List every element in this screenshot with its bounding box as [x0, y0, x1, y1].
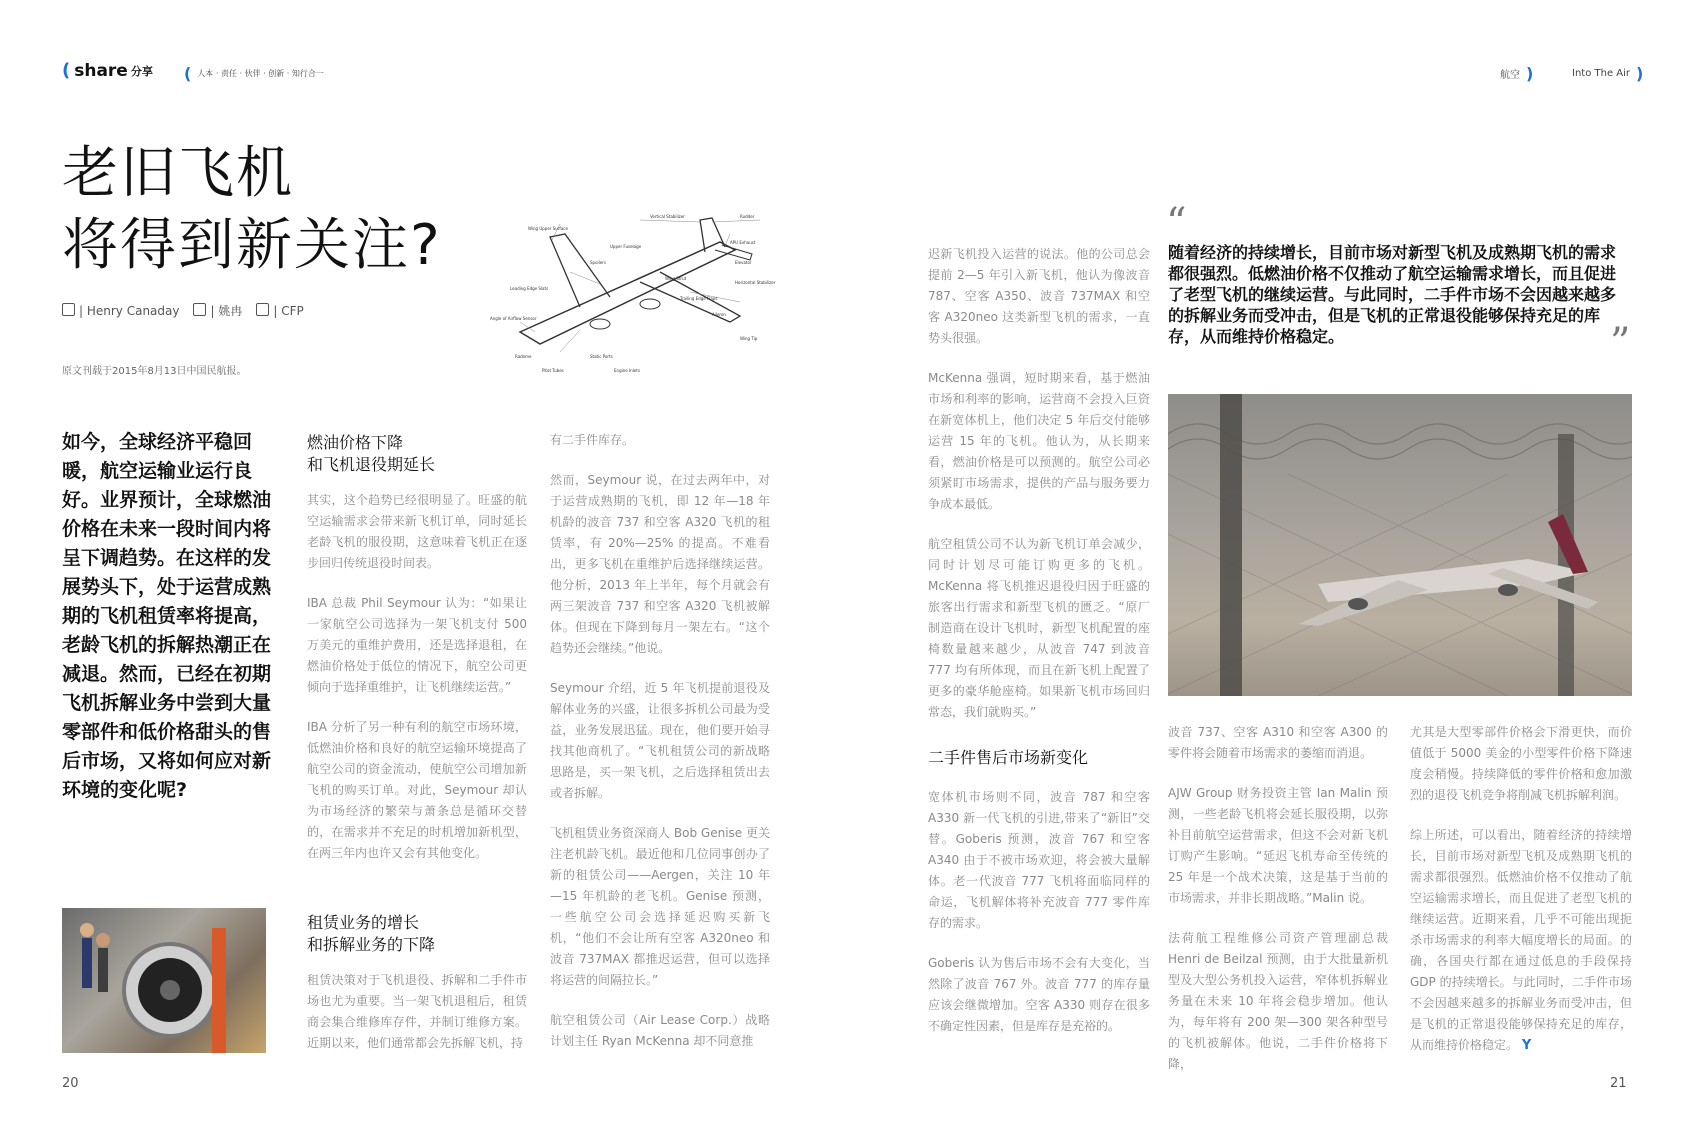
aircraft-drawing	[490, 212, 780, 382]
aircraft-diagram	[490, 212, 780, 382]
column-4	[1168, 722, 1388, 1094]
bracket-mark: )	[1526, 64, 1534, 83]
pen-icon	[62, 303, 75, 316]
lead-paragraph: 如今，全球经济平稳回暖，航空运输业运行良好。业界预计，全球燃油价格在未来一段时间内将呈下调趋势。在这样的发展势头下，处于运营成熟期的飞机租赁率将提高，老龄飞机的拆解热潮正在减退。然而，已经在初期飞机拆解业务中尝到大量零部件和低价格甜头的售后市场，又将如何应对新环境的变化呢?	[62, 431, 272, 801]
diagram-label: Vertical Stabilizer	[650, 214, 685, 219]
paragraph: IBA 分析了另一种有利的航空市场环境，低燃油价格和良好的航空运输环境提高了航空公司的资金流动，使航空公司增加新飞机的购买订单。对此，Seymour 却认为市场经济的繁荣与萧条总是循环交替的，在需求并不充足的时机增加新机型，在两三年内也许又会有其他变化。	[307, 720, 527, 860]
source-note: 原文刊载于2015年8月13日中国民航报。	[62, 366, 247, 377]
article-title	[62, 138, 442, 282]
column-2	[550, 430, 770, 1071]
engine-illustration	[62, 908, 266, 1053]
subheading-line: 和飞机退役期延长	[307, 455, 436, 474]
subheading-leasing	[307, 912, 527, 956]
diagram-label: Static Ports	[590, 354, 613, 359]
diagram-label: Spoilers	[590, 260, 606, 265]
paragraph: 飞机租赁业务资深商人 Bob Genise 更关注老机龄飞机。最近他和几位同事创办了新的租赁公司——Aergen，关注 10 年—15 年机龄的老飞机。Genise 预测，一些航空公司会选择延迟购买新飞机，“他们不会让所有空客 A320neo 和波音 737MAX 都推迟运营，但可以选择将运营的间隔拉长。”	[550, 826, 770, 987]
diagram-label: Upper Fuselage	[610, 244, 642, 249]
page-number-left: 20	[62, 1076, 79, 1091]
title-line-1: 老旧飞机	[62, 141, 294, 206]
photo-credit: | CFP	[256, 303, 303, 318]
paragraph: 其实，这个趋势已经很明显了。旺盛的航空运输需求会带来新飞机订单，同时延长老龄飞机的服役期，这意味着飞机正在逐步回归传统退役时间表。	[307, 493, 527, 570]
diagram-label: Wing Tip	[740, 336, 758, 341]
diagram-label: Angle of Airflow Sensor	[490, 316, 537, 321]
subheading-line: 租赁业务的增长	[307, 913, 420, 932]
paragraph: 尤其是大型零部件价格会下滑更快，而价值低于 5000 美金的小型零件价格下降速度会稍慢。持续降低的零件价格和愈加激烈的退役飞机竞争将削减飞机拆解利润。	[1410, 725, 1632, 802]
translator-credit: | 姚冉	[193, 302, 242, 319]
tagline-text: 人本 · 责任 · 伙伴 · 创新 · 知行合一	[197, 69, 324, 78]
section-label: 航空	[1500, 70, 1520, 81]
author-credit: | Henry Canaday	[62, 303, 179, 318]
paragraph: 法荷航工程维修公司资产管理副总裁 Henri de Beilzal 预测，由于大批量新机型及大型公务机投入运营，窄体机拆解业务量在未来 10 年将会稳步增加。他认为，每年将有 200 架—300 架各种型号的飞机被解体。他说，二手件价格将下降，	[1168, 931, 1388, 1071]
header-brand	[62, 60, 153, 81]
diagram-label: Wing Upper Surface	[528, 226, 568, 231]
paragraph: Goberis 认为售后市场不会有大变化，当然除了波音 767 外。波音 777 的库存量应该会继微增加。空客 A330 则存在很多不确定性因素，但是库存是充裕的。	[928, 956, 1150, 1033]
paragraph: Seymour 介绍，近 5 年飞机提前退役及解体业务的兴盛，让很多拆机公司最为受益，业务发展迅猛。现在，他们要开始寻找其他商机了。“飞机租赁公司的新战略思路是，买一架飞机，之后选择租赁出去或者拆解。	[550, 681, 770, 800]
credits	[62, 302, 304, 319]
header-section	[1500, 64, 1533, 83]
title-line-2: 将得到新关注?	[62, 213, 442, 278]
column-1-lower	[307, 912, 527, 1073]
diagram-label: Rudder	[740, 214, 755, 219]
column-5	[1410, 722, 1632, 1075]
paragraph: 航空租赁公司（Air Lease Corp.）战略计划主任 Ryan McKenna 却不同意推	[550, 1013, 770, 1048]
diagram-label: Radome	[515, 354, 532, 359]
camera-icon	[256, 303, 269, 316]
subheading-fuel	[307, 432, 527, 476]
diagram-label: Trailing Edge Flaps	[680, 296, 718, 301]
paragraph: 宽体机市场则不同，波音 787 和空客 A330 新一代飞机的引进,带来了“新旧”交替。Goberis 预测，波音 767 和空客 A340 由于不被市场欢迎，将会被大量解体。老一代波音 777 飞机将面临同样的命运，飞机解体将补充波音 777 零件库存的需求。	[928, 790, 1150, 930]
diagram-label: APU Exhaust	[730, 240, 756, 245]
paragraph: 迟新飞机投入运营的说法。他的公司总会提前 2—5 年引入新飞机，他认为像波音 787、空客 A350、波音 737MAX 和空客 A320neo 这类新型飞机的需求，一直势头很强。	[928, 247, 1150, 345]
header-tagline	[184, 64, 324, 83]
airplane-fence-illustration	[1168, 394, 1632, 696]
close-quote-mark: ”	[1610, 320, 1631, 366]
diagram-label: Wing Strut	[665, 276, 687, 281]
paragraph: 航空租赁公司不认为新飞机订单会减少，同时计划尽可能订购更多的飞机。McKenna 将飞机推迟退役归因于旺盛的旅客出行需求和新型飞机的匮乏。“原厂制造商在设计飞机时，新型飞机配置的座椅数量越来越少，从波音 747 到波音 777 均有所体现，而且在新飞机上配置了更多的豪华舱座椅。如果新飞机市场回归常态，我们就购买。”	[928, 537, 1150, 719]
diagram-label: Horizontal Stabilizer	[735, 280, 776, 285]
bracket-mark: (	[184, 64, 192, 83]
brand-name: share	[74, 60, 128, 81]
airplane-fence-photo	[1168, 394, 1632, 696]
header-section-en	[1572, 64, 1643, 83]
paragraph: McKenna 强调，短时期来看，基于燃油市场和利率的影响，运营商不会投入巨资在新宽体机上，他们决定 5 年后交付能够运营 15 年的飞机。他认为，从长期来看，燃油价格是可以预测的。航空公司必须紧盯市场需求，提供的产品与服务要力争成本最低。	[928, 371, 1150, 511]
section-en-label: Into The Air	[1572, 68, 1631, 79]
author-name: Henry Canaday	[86, 304, 180, 318]
paragraph: AJW Group 财务投资主管 Ian Malin 预测，一些老龄飞机将会延长服役期，以弥补目前航空运营需求，但这不会对新飞机订购产生影响。“延迟飞机寿命至传统的 25 年是一个战术决策，这是基于当前的市场需求，并非长期战略。”Malin 说。	[1168, 786, 1388, 905]
subheading-line: 燃油价格下降	[307, 433, 404, 452]
engine-photo	[62, 908, 266, 1053]
subheading-line: 和拆解业务的下降	[307, 935, 436, 954]
bracket-mark: (	[62, 60, 71, 81]
bracket-mark: )	[1636, 64, 1644, 83]
column-3	[928, 244, 1150, 1056]
diagram-label: Elevator	[735, 260, 752, 265]
translator-name: 姚冉	[218, 304, 243, 318]
photo-credit-name: CFP	[281, 304, 304, 318]
paragraph-text: 综上所述，可以看出，随着经济的持续增长，目前市场对新型飞机及成熟期飞机的需求都很强烈。低燃油价格不仅推动了航空运输需求增长，而且促进了老型飞机的继续运营。近期来看，几乎不可能出现扼杀市场需求的利率大幅度增长的局面。的确，各国央行都在通过低息的手段保持 GDP 的持续增长。与此同时，二手件市场不会因越来越多的拆解业务而受冲击，但是飞机的正常退役能够保持充足的库存，从而维持价格稳定。	[1410, 828, 1632, 1052]
diagram-label: Aileron	[712, 312, 726, 317]
translate-icon	[193, 303, 206, 316]
diagram-label: Leading Edge Slats	[510, 286, 549, 291]
diagram-label: Pitot Tubes	[542, 368, 564, 373]
paragraph: 租赁决策对于飞机退役、拆解和二手件市场也尤为重要。当一架飞机退租后，租赁商会集合维修库存件，并制订维修方案。近期以来，他们通常都会先拆解飞机，持	[307, 973, 527, 1050]
paragraph: 波音 737、空客 A310 和空客 A300 的零件将会随着市场需求的萎缩而消退。	[1168, 725, 1388, 760]
open-quote-mark: “	[1166, 200, 1187, 246]
subheading-aftermarket: 二手件售后市场新变化	[928, 748, 1089, 767]
end-mark: Y	[1521, 1038, 1532, 1053]
column-1	[307, 432, 527, 883]
paragraph	[1410, 825, 1632, 1056]
pull-quote: 随着经济的持续增长，目前市场对新型飞机及成熟期飞机的需求都很强烈。低燃油价格不仅推动了航空运输需求增长，而且促进了老型飞机的继续运营。与此同时，二手件市场不会因越来越多的拆解业务而受冲击，但是飞机的正常退役能够保持充足的库存，从而维持价格稳定。	[1168, 243, 1617, 346]
paragraph: IBA 总裁 Phil Seymour 认为：“如果让一家航空公司选择为一架飞机支付 500 万美元的重维护费用，还是选择退租，在燃油价格处于低位的情况下，航空公司更倾向于选择重维护，让飞机继续运营。”	[307, 596, 527, 694]
brand-sub: 分享	[130, 64, 153, 78]
page-number-right: 21	[1610, 1076, 1627, 1091]
paragraph: 有二手件库存。	[550, 433, 635, 447]
paragraph: 然而，Seymour 说，在过去两年中，对于运营成熟期的飞机，即 12 年—18 年机龄的波音 737 和空客 A320 飞机的租赁率，有 20%—25% 的提高。不难看出，更多飞机在重维护后选择继续运营。他分析，2013 年上半年，每个月就会有两三架波音 737 和空客 A320 飞机被解体。但现在下降到每月一架左右。“这个趋势还会继续。”他说。	[550, 473, 770, 655]
diagram-label: Engine Inlets	[614, 368, 640, 373]
